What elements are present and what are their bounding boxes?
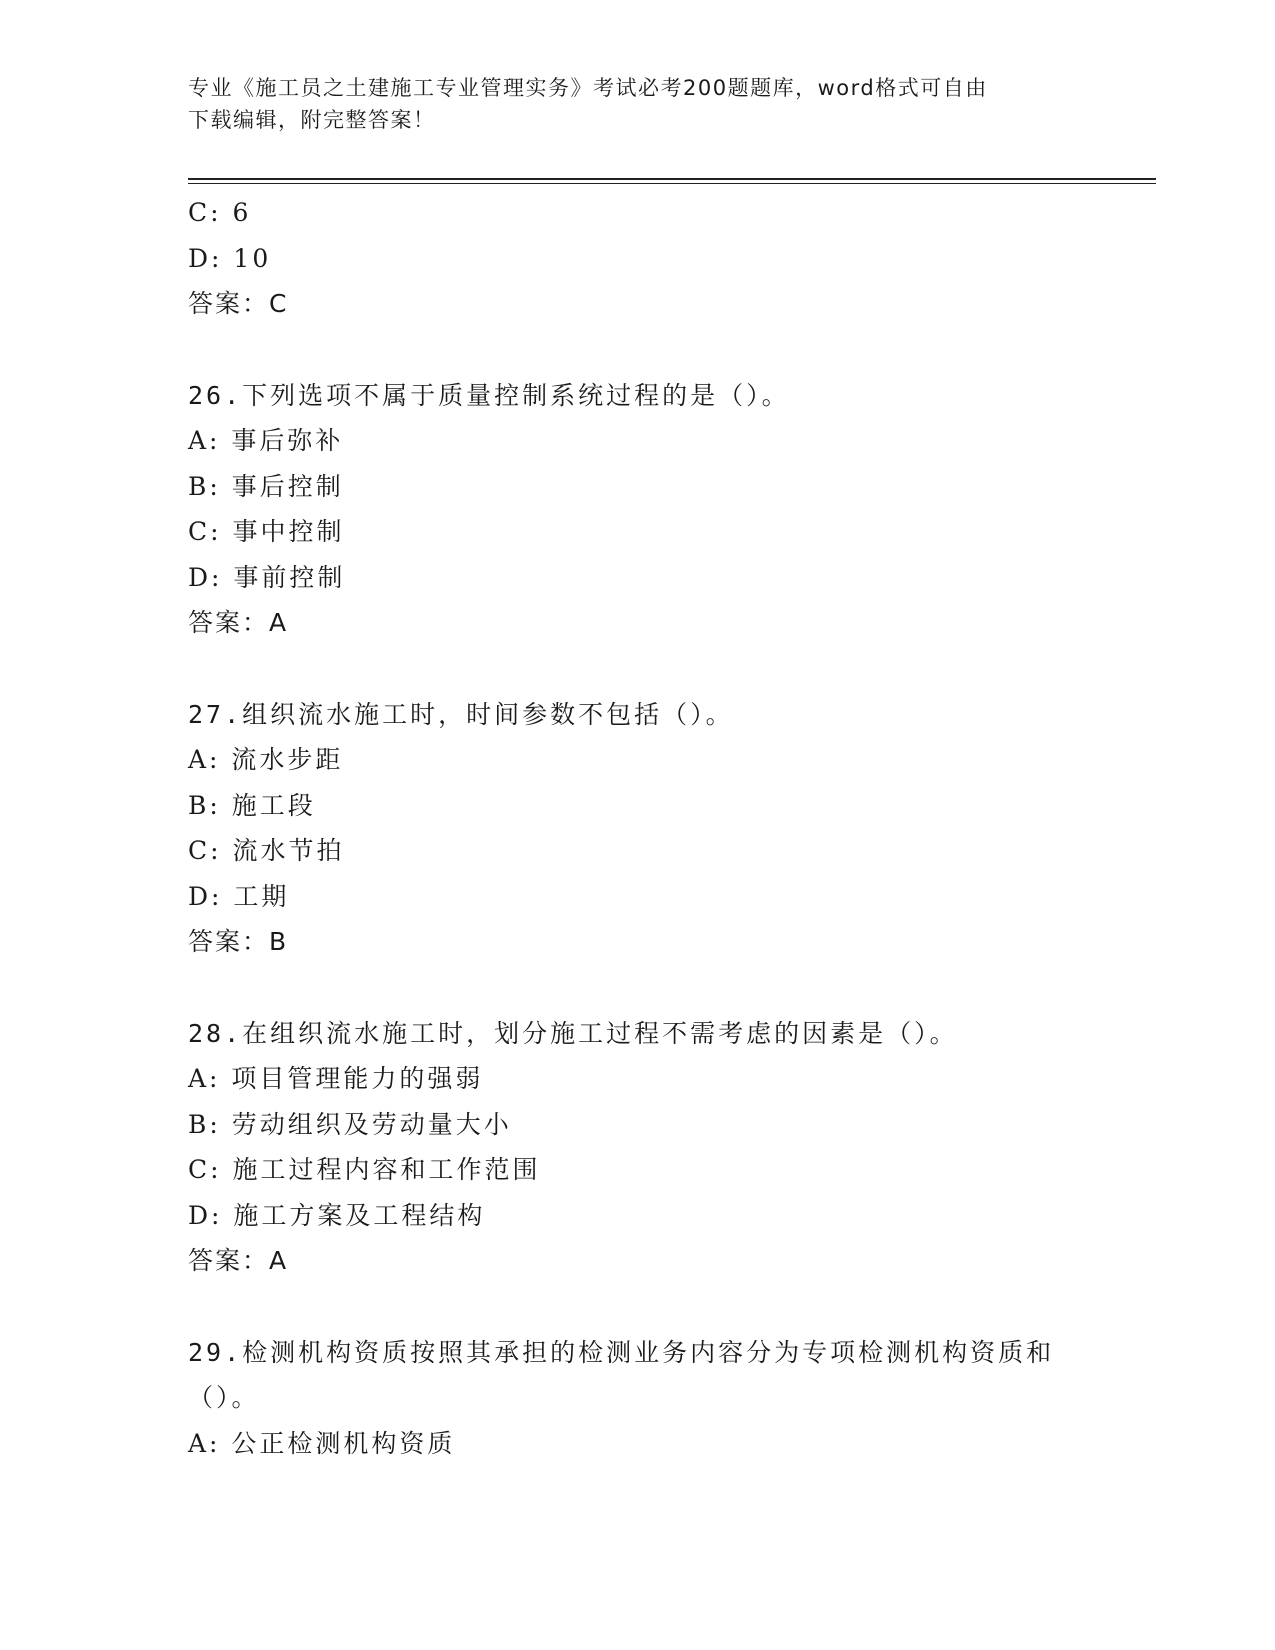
spacer: [188, 965, 1088, 1011]
question-27: [188, 692, 1088, 965]
question-25-tail: [188, 190, 1088, 327]
header-rule-thick: [188, 178, 1156, 180]
question-26: [188, 373, 1088, 646]
header-line-1: 专业《施工员之土建施工专业管理实务》考试必考200题题库，word格式可自由: [188, 76, 988, 100]
question-list: [188, 190, 1088, 1466]
option-d: D: 事前控制: [188, 562, 346, 592]
header-rule-thin: [188, 183, 1156, 184]
option-c: C: 事中控制: [188, 517, 345, 546]
option-d: D: 施工方案及工程结构: [188, 1200, 486, 1230]
option-c: C: 施工过程内容和工作范围: [188, 1155, 541, 1184]
spacer: [188, 646, 1088, 692]
option-d: D: 工期: [188, 881, 290, 911]
option-a: A: 流水步距: [188, 745, 344, 774]
option-a: A: 公正检测机构资质: [188, 1428, 456, 1458]
option-c: C: 6: [188, 198, 252, 227]
option-b: B: 施工段: [188, 790, 316, 820]
question-stem: 26.下列选项不属于质量控制系统过程的是（）。: [188, 380, 790, 410]
answer: 答案：C: [188, 289, 289, 318]
option-b: B: 事后控制: [188, 471, 344, 501]
header-line-2: 下载编辑，附完整答案！: [188, 108, 436, 132]
answer: 答案：B: [188, 927, 289, 956]
answer: 答案：A: [188, 1246, 289, 1275]
question-stem: 27.组织流水施工时，时间参数不包括（）。: [188, 699, 734, 729]
spacer: [188, 327, 1088, 373]
question-stem-line-1: 29.检测机构资质按照其承担的检测业务内容分为专项检测机构资质和: [188, 1337, 1055, 1367]
option-a: A: 事后弥补: [188, 426, 344, 455]
question-stem-line-2: （）。: [188, 1383, 260, 1412]
option-a: A: 项目管理能力的强弱: [188, 1064, 484, 1093]
question-29: [188, 1330, 1088, 1467]
option-d: D: 10: [188, 243, 272, 273]
option-c: C: 流水节拍: [188, 836, 345, 865]
spacer: [188, 1284, 1088, 1330]
option-b: B: 劳动组织及劳动量大小: [188, 1109, 512, 1139]
question-28: [188, 1011, 1088, 1284]
document-header: [188, 72, 1078, 136]
answer: 答案：A: [188, 608, 289, 637]
question-stem: 28.在组织流水施工时，划分施工过程不需考虑的因素是（）。: [188, 1018, 958, 1048]
